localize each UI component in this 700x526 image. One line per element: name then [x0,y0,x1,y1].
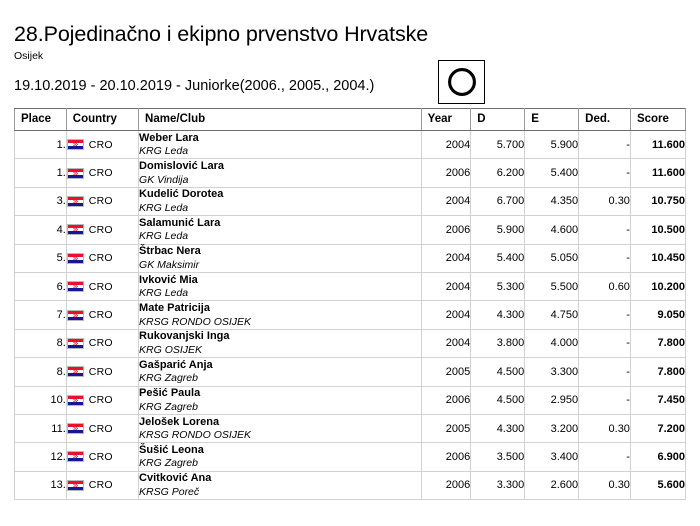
cell-name-club [139,301,422,329]
results-table-wrap [14,108,686,500]
column-header-e[interactable]: E [525,109,579,131]
cell-place: 10. [15,386,67,414]
cell-deduction: - [579,386,631,414]
cell-year: 2004 [421,272,471,300]
cell-total-score: 11.600 [630,131,685,159]
cell-e-score: 3.400 [525,443,579,471]
cell-name-club [139,187,422,215]
cell-year: 2004 [421,187,471,215]
cell-country [66,159,138,187]
cell-name-club [139,329,422,357]
country-code: CRO [88,167,113,180]
cell-d-score: 3.500 [471,443,525,471]
athlete-club: GK Vindija [139,173,189,186]
athlete-name: Jelošek Lorena [139,415,220,428]
cell-deduction: 0.30 [579,187,631,215]
table-row[interactable] [15,329,686,357]
athlete-name: Weber Lara [139,131,199,144]
cell-name-club [139,358,422,386]
croatia-flag-icon [67,168,84,179]
cell-name-club [139,471,422,499]
athlete-club: GK Maksimir [139,258,200,271]
cell-total-score: 10.200 [630,272,685,300]
athlete-name: Kudelić Dorotea [139,188,224,201]
table-row[interactable] [15,358,686,386]
column-header-d[interactable]: D [471,109,525,131]
athlete-club: KRG Leda [139,145,189,158]
croatia-flag-icon [67,423,84,434]
cell-e-score: 5.900 [525,131,579,159]
competition-dateline: 19.10.2019 - 20.10.2019 - Juniorke(2006., 2005., 2004.) [14,78,375,94]
cell-d-score: 5.400 [471,244,525,272]
cell-country [66,272,138,300]
cell-deduction: - [579,159,631,187]
cell-country [66,216,138,244]
croatia-flag-icon [67,395,84,406]
cell-place: 4. [15,216,67,244]
table-body [15,131,686,500]
cell-name-club [139,244,422,272]
table-row[interactable] [15,386,686,414]
athlete-club: KRSG RONDO OSIJEK [139,315,252,328]
croatia-flag-icon [67,480,84,491]
cell-deduction: 0.60 [579,272,631,300]
table-header [15,109,686,131]
apparatus-icon-box [438,60,485,104]
cell-country [66,244,138,272]
athlete-club: KRG Zagreb [139,372,198,385]
table-row[interactable] [15,301,686,329]
cell-d-score: 4.300 [471,301,525,329]
cell-total-score: 10.750 [630,187,685,215]
cell-country [66,131,138,159]
country-code: CRO [88,450,113,463]
cell-deduction: - [579,131,631,159]
cell-deduction: - [579,301,631,329]
athlete-name: Šušić Leona [139,443,204,456]
croatia-flag-icon [67,253,84,264]
hoop-icon [446,66,478,98]
cell-d-score: 4.500 [471,386,525,414]
cell-total-score: 10.500 [630,216,685,244]
cell-place: 1. [15,131,67,159]
country-code: CRO [88,479,113,492]
cell-place: 12. [15,443,67,471]
cell-total-score: 10.450 [630,244,685,272]
cell-place: 5. [15,244,67,272]
cell-e-score: 5.050 [525,244,579,272]
cell-total-score: 7.800 [630,329,685,357]
table-row[interactable] [15,244,686,272]
cell-country [66,443,138,471]
cell-deduction: 0.30 [579,471,631,499]
column-header-name[interactable]: Name/Club [139,109,422,131]
table-row[interactable] [15,159,686,187]
table-row[interactable] [15,443,686,471]
country-code: CRO [88,365,113,378]
cell-place: 1. [15,159,67,187]
athlete-name: Cvitković Ana [139,472,212,485]
column-header-ded[interactable]: Ded. [579,109,631,131]
cell-total-score: 7.800 [630,358,685,386]
table-row[interactable] [15,131,686,159]
cell-place: 7. [15,301,67,329]
cell-total-score: 6.900 [630,443,685,471]
country-code: CRO [88,195,113,208]
cell-year: 2006 [421,159,471,187]
cell-country [66,471,138,499]
cell-year: 2004 [421,301,471,329]
cell-total-score: 9.050 [630,301,685,329]
cell-year: 2006 [421,471,471,499]
croatia-flag-icon [67,196,84,207]
cell-e-score: 4.750 [525,301,579,329]
cell-d-score: 6.200 [471,159,525,187]
cell-d-score: 4.300 [471,414,525,442]
table-row[interactable] [15,272,686,300]
cell-place: 6. [15,272,67,300]
country-code: CRO [88,138,113,151]
cell-year: 2005 [421,414,471,442]
cell-deduction: - [579,443,631,471]
athlete-name: Pešić Paula [139,387,201,400]
croatia-flag-icon [67,451,84,462]
table-row[interactable] [15,216,686,244]
athlete-club: KRG Leda [139,230,189,243]
page-title: 28.Pojedinačno i ekipno prvenstvo Hrvatske [14,22,429,46]
table-row[interactable] [15,414,686,442]
croatia-flag-icon [67,338,84,349]
cell-d-score: 5.700 [471,131,525,159]
cell-place: 3. [15,187,67,215]
cell-e-score: 4.350 [525,187,579,215]
cell-deduction: - [579,216,631,244]
cell-d-score: 3.300 [471,471,525,499]
athlete-name: Mate Patricija [139,301,210,314]
croatia-flag-icon [67,224,84,235]
athlete-name: Štrbac Nera [139,245,201,258]
athlete-club: KRG Zagreb [139,457,198,470]
athlete-name: Rukovanjski Inga [139,330,230,343]
cell-place: 8. [15,358,67,386]
cell-e-score: 4.000 [525,329,579,357]
column-header-country[interactable]: Country [66,109,138,131]
country-code: CRO [88,223,113,236]
cell-name-club [139,159,422,187]
cell-deduction: - [579,358,631,386]
athlete-club: KRG Zagreb [139,400,198,413]
cell-e-score: 2.950 [525,386,579,414]
cell-year: 2005 [421,358,471,386]
cell-country [66,414,138,442]
cell-year: 2004 [421,244,471,272]
athlete-club: KRSG RONDO OSIJEK [139,429,252,442]
cell-e-score: 3.300 [525,358,579,386]
cell-e-score: 4.600 [525,216,579,244]
cell-place: 13. [15,471,67,499]
cell-name-club [139,386,422,414]
cell-deduction: 0.30 [579,414,631,442]
cell-name-club [139,131,422,159]
cell-e-score: 2.600 [525,471,579,499]
table-header-row [15,109,686,131]
cell-country [66,329,138,357]
cell-year: 2004 [421,329,471,357]
croatia-flag-icon [67,366,84,377]
cell-e-score: 5.400 [525,159,579,187]
country-code: CRO [88,252,113,265]
competition-city: Osijek [14,50,44,62]
cell-name-club [139,443,422,471]
athlete-name: Domislović Lara [139,159,225,172]
cell-total-score: 11.600 [630,159,685,187]
cell-d-score: 6.700 [471,187,525,215]
cell-d-score: 5.900 [471,216,525,244]
cell-total-score: 7.200 [630,414,685,442]
cell-name-club [139,272,422,300]
cell-d-score: 3.800 [471,329,525,357]
athlete-name: Gašparić Anja [139,358,213,371]
cell-country [66,358,138,386]
cell-country [66,386,138,414]
cell-year: 2004 [421,131,471,159]
croatia-flag-icon [67,310,84,321]
croatia-flag-icon [67,139,84,150]
column-header-score[interactable]: Score [630,109,685,131]
athlete-club: KRSG Poreč [139,485,200,498]
cell-deduction: - [579,329,631,357]
cell-year: 2006 [421,386,471,414]
table-row[interactable] [15,471,686,499]
athlete-club: KRG Leda [139,287,189,300]
athlete-club: KRG OSIJEK [139,343,203,356]
cell-deduction: - [579,244,631,272]
cell-d-score: 5.300 [471,272,525,300]
cell-d-score: 4.500 [471,358,525,386]
country-code: CRO [88,422,113,435]
cell-total-score: 5.600 [630,471,685,499]
cell-country [66,187,138,215]
cell-country [66,301,138,329]
country-code: CRO [88,337,113,350]
croatia-flag-icon [67,281,84,292]
athlete-club: KRG Leda [139,201,189,214]
cell-name-club [139,216,422,244]
cell-name-club [139,414,422,442]
cell-e-score: 3.200 [525,414,579,442]
results-table [14,108,686,500]
cell-year: 2006 [421,443,471,471]
cell-total-score: 7.450 [630,386,685,414]
country-code: CRO [88,280,113,293]
cell-place: 11. [15,414,67,442]
cell-place: 8. [15,329,67,357]
cell-e-score: 5.500 [525,272,579,300]
column-header-place[interactable]: Place [15,109,67,131]
table-row[interactable] [15,187,686,215]
column-header-year[interactable]: Year [421,109,471,131]
country-code: CRO [88,394,113,407]
athlete-name: Salamunić Lara [139,216,221,229]
athlete-name: Ivković Mia [139,273,198,286]
country-code: CRO [88,309,113,322]
cell-year: 2006 [421,216,471,244]
page-header [0,0,700,95]
